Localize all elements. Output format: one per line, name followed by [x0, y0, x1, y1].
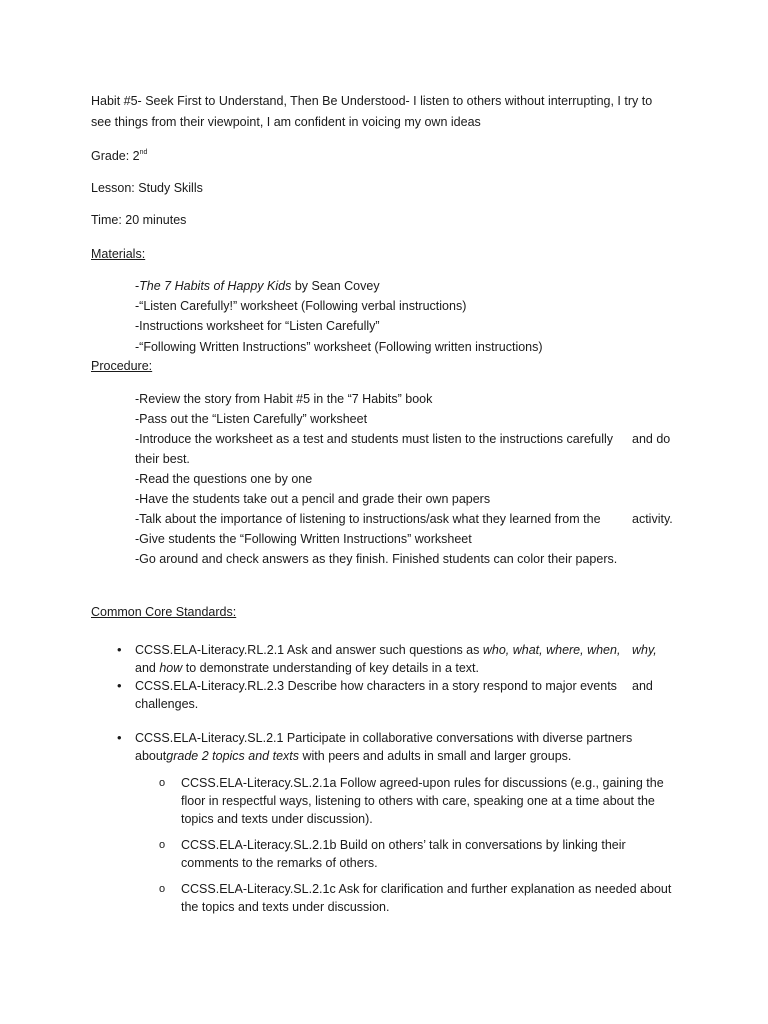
standard-1-line-1 [135, 641, 620, 659]
procedure-step-3a: -Introduce the worksheet as a test and students must listen to the instructions carefully [135, 432, 614, 446]
standard-3-rest: with peers and adults in small and larger groups. [299, 749, 572, 763]
materials-item-1-prefix: - [135, 279, 140, 293]
standard-3-line-1: CCSS.ELA-Literacy.SL.2.1 Participate in collaborative conversations with diverse partners [135, 731, 633, 745]
sub-bullet-icon: o [159, 839, 166, 851]
sub-bullet-icon: o [159, 777, 166, 789]
lesson-line: Lesson: Study Skills [91, 181, 203, 195]
standard-2-line-2: challenges. [135, 697, 199, 711]
bullet-icon: • [117, 730, 122, 745]
standard-1-why: why, [632, 643, 657, 657]
standard-1-how: how [159, 661, 183, 675]
sub-standard-c-line-1: CCSS.ELA-Literacy.SL.2.1c Ask for clarification and further explanation as needed about [181, 882, 672, 896]
materials-item-3: -Instructions worksheet for “Listen Carefully” [135, 319, 380, 333]
habit-line-2: see things from their viewpoint, I am confident in voicing my own ideas [91, 115, 481, 129]
standard-3-line-2 [135, 747, 571, 765]
standard-3-about: about [135, 749, 167, 763]
sub-standard-a-line-2: floor in respectful ways, listening to others with care, speaking one at a time about the [181, 794, 655, 808]
materials-item-2: -“Listen Carefully!” worksheet (Following verbal instructions) [135, 299, 467, 313]
procedure-step-8: -Go around and check answers as they finish. Finished students can color their papers. [135, 552, 618, 566]
sub-standard-b-line-1: CCSS.ELA-Literacy.SL.2.1b Build on others’ talk in conversations by linking their [181, 838, 626, 852]
procedure-step-6a: -Talk about the importance of listening to instructions/ask what they learned from the [135, 512, 601, 526]
grade-superscript: nd [139, 149, 148, 156]
sub-standard-a-line-3: topics and texts under discussion). [181, 812, 373, 826]
standard-1-line-2 [135, 659, 479, 677]
grade-line [91, 146, 147, 166]
standard-1-text: CCSS.ELA-Literacy.RL.2.1 Ask and answer such questions as [135, 643, 483, 657]
materials-heading: Materials: [91, 247, 146, 261]
standard-2-line-1: CCSS.ELA-Literacy.RL.2.3 Describe how characters in a story respond to major events [135, 679, 617, 693]
procedure-heading: Procedure: [91, 359, 153, 373]
procedure-step-2: -Pass out the “Listen Carefully” worksheet [135, 412, 368, 426]
procedure-step-4: -Read the questions one by one [135, 472, 313, 486]
standard-1-italic: who, what, where, when, [482, 643, 621, 657]
procedure-step-6b: activity. [632, 512, 673, 526]
sub-bullet-icon: o [159, 883, 166, 895]
standard-3-italic: grade 2 topics and texts [166, 749, 300, 763]
time-line: Time: 20 minutes [91, 213, 187, 227]
procedure-step-7: -Give students the “Following Written Instructions” worksheet [135, 532, 472, 546]
materials-item-4: -“Following Written Instructions” worksheet (Following written instructions) [135, 340, 543, 354]
sub-standard-b-line-2: comments to the remarks of others. [181, 856, 378, 870]
standard-1-and: and [135, 661, 160, 675]
procedure-step-1: -Review the story from Habit #5 in the “7 Habits” book [135, 392, 433, 406]
sub-standard-c-line-2: the topics and texts under discussion. [181, 900, 390, 914]
sub-standard-a-line-1: CCSS.ELA-Literacy.SL.2.1a Follow agreed-upon rules for discussions (e.g., gaining the [181, 776, 664, 790]
materials-item-1-title: The 7 Habits of Happy Kids [139, 279, 292, 293]
habit-line-1: Habit #5- Seek First to Understand, Then Be Understood- I listen to others without interrupting, I try to [91, 94, 653, 108]
materials-item-1 [135, 276, 380, 296]
grade-label: Grade: 2 [91, 149, 140, 163]
materials-item-1-suffix: by Sean Covey [291, 279, 380, 293]
standard-1-rest: to demonstrate understanding of key details in a text. [182, 661, 479, 675]
bullet-icon: • [117, 678, 122, 693]
bullet-icon: • [117, 642, 122, 657]
procedure-step-3b: and do [632, 432, 671, 446]
procedure-step-3c: their best. [135, 452, 190, 466]
standards-heading: Common Core Standards: [91, 605, 237, 619]
procedure-step-5: -Have the students take out a pencil and grade their own papers [135, 492, 491, 506]
standard-2-and: and [632, 679, 653, 693]
